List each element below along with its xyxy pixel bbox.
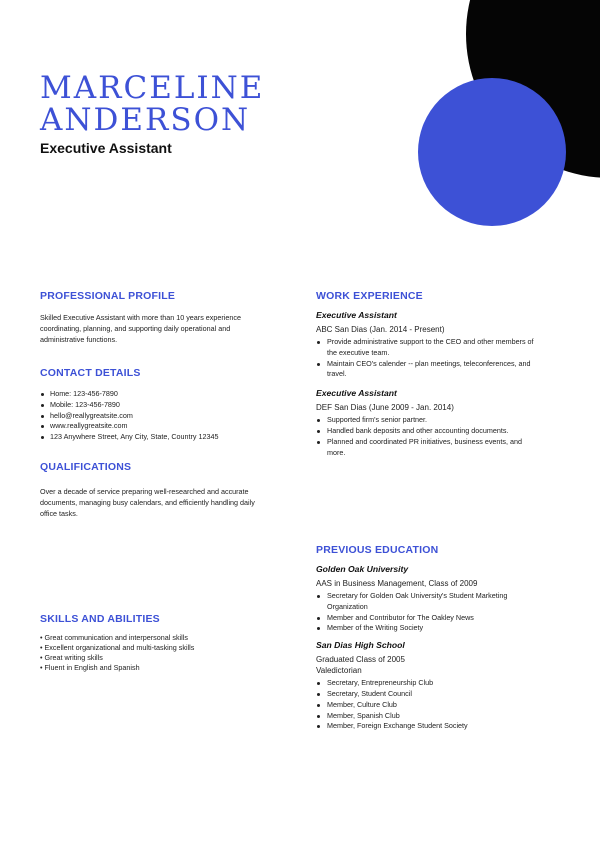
skill-item: • Fluent in English and Spanish bbox=[40, 663, 140, 672]
work-heading: WORK EXPERIENCE bbox=[316, 290, 423, 302]
job-duty: Handled bank deposits and other accounting documents. bbox=[316, 426, 538, 437]
school-activity: Member, Spanish Club bbox=[316, 711, 538, 722]
contact-email: hello@reallygreatsite.com bbox=[40, 411, 280, 422]
school-activity: Secretary, Student Council bbox=[316, 689, 538, 700]
contact-website: www.reallygreatsite.com bbox=[40, 421, 280, 432]
job-title-entry: Executive Assistant bbox=[316, 310, 397, 320]
job-duty: Supported firm's senior partner. bbox=[316, 415, 538, 426]
school-activity: Member and Contributor for The Oakley News bbox=[316, 613, 538, 624]
name-first: MARCELINE bbox=[40, 70, 265, 106]
skills-list bbox=[40, 633, 280, 673]
school-degree: AAS in Business Management, Class of 2009 bbox=[316, 579, 478, 588]
job-duties bbox=[316, 337, 538, 380]
job-company: DEF San Dias (June 2009 - Jan. 2014) bbox=[316, 403, 454, 413]
contact-mobile-phone: Mobile: 123-456-7890 bbox=[40, 400, 280, 411]
profile-text: Skilled Executive Assistant with more than 10 years experience coordinating, planning, and supporting daily operational and administrative functions. bbox=[40, 313, 241, 345]
contact-address: 123 Anywhere Street, Any City, State, Country 12345 bbox=[40, 432, 280, 443]
contact-home-phone: Home: 123-456-7890 bbox=[40, 389, 280, 400]
school-activity: Secretary for Golden Oak University's Student Marketing Organization bbox=[316, 591, 538, 613]
contact-list bbox=[40, 389, 280, 443]
job-entry bbox=[316, 310, 538, 380]
school-name: Golden Oak University bbox=[316, 564, 409, 574]
school-name: San Dias High School bbox=[316, 640, 405, 651]
skills-section bbox=[40, 613, 280, 673]
education-section bbox=[316, 544, 538, 732]
skill-item: • Excellent organizational and multi-tasking skills bbox=[40, 643, 195, 652]
contact-section bbox=[40, 367, 280, 443]
profile-section bbox=[40, 290, 265, 346]
school-activities bbox=[316, 591, 538, 634]
skill-item: • Great communication and interpersonal skills bbox=[40, 633, 188, 642]
school-honor: Valedictorian bbox=[316, 666, 362, 676]
job-duty: Provide administrative support to the CEO and other members of the executive team. bbox=[316, 337, 538, 359]
contact-heading: CONTACT DETAILS bbox=[40, 367, 141, 379]
work-section bbox=[316, 290, 538, 458]
candidate-name bbox=[40, 72, 264, 136]
school-activities bbox=[316, 678, 538, 732]
qualifications-text: Over a decade of service preparing well-researched and accurate documents, managing busy calendars, and efficiently handling daily office tasks. bbox=[40, 487, 255, 519]
decorative-blue-circle bbox=[418, 78, 566, 226]
school-graduation: Graduated Class of 2005 bbox=[316, 655, 405, 665]
skill-item: • Great writing skills bbox=[40, 653, 103, 662]
qualifications-section bbox=[40, 461, 265, 520]
school-entry bbox=[316, 564, 538, 634]
profile-heading: PROFESSIONAL PROFILE bbox=[40, 290, 176, 302]
skills-heading: SKILLS AND ABILITIES bbox=[40, 613, 160, 625]
job-title-entry: Executive Assistant bbox=[316, 388, 397, 399]
qualifications-heading: QUALIFICATIONS bbox=[40, 461, 132, 473]
job-entry bbox=[316, 388, 538, 458]
school-activity: Member, Culture Club bbox=[316, 700, 538, 711]
school-activity: Member of the Writing Society bbox=[316, 623, 538, 634]
school-activity: Secretary, Entrepreneurship Club bbox=[316, 678, 538, 689]
job-duty: Planned and coordinated PR initiatives, business events, and more. bbox=[316, 437, 538, 459]
job-duty: Maintain CEO's calender -- plan meetings, teleconferences, and travel. bbox=[316, 359, 538, 381]
name-last: ANDERSON bbox=[40, 102, 251, 138]
job-duties bbox=[316, 415, 538, 458]
job-company: ABC San Dias (Jan. 2014 - Present) bbox=[316, 325, 445, 334]
school-activity: Member, Foreign Exchange Student Society bbox=[316, 721, 538, 732]
job-title: Executive Assistant bbox=[40, 140, 172, 156]
school-entry bbox=[316, 640, 538, 732]
education-heading: PREVIOUS EDUCATION bbox=[316, 544, 439, 556]
